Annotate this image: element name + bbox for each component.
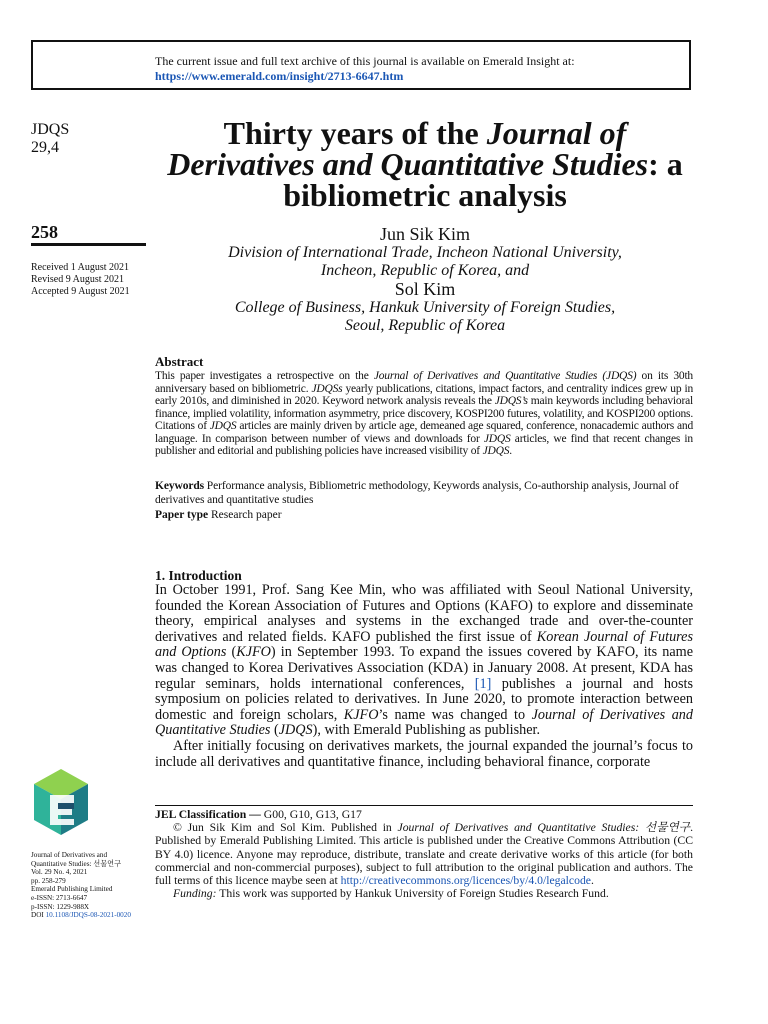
paper-type-value: Research paper — [208, 509, 282, 521]
article-title: Thirty years of the Journal of Derivatives and Quantitative Studies: a bibliometric analysis — [167, 115, 683, 213]
footnote-rule — [155, 805, 693, 806]
page-number-rule — [31, 243, 146, 246]
keywords-label: Keywords — [155, 480, 205, 492]
author-name: Jun Sik Kim — [379, 224, 471, 244]
doi-link[interactable]: 10.1108/JDQS-08-2021-0020 — [45, 911, 131, 920]
logo-e-shade — [58, 803, 74, 809]
revised-date: Revised 9 August 2021 — [31, 274, 125, 285]
license-link[interactable]: http://creativecommons.org/licences/by/4.0/legalcode — [340, 874, 591, 888]
emerald-logo-icon — [30, 767, 92, 837]
abstract-heading: Abstract — [155, 354, 204, 369]
publication-metadata: Journal of Derivatives and Quantitative Studies: 선물연구 Vol. 29 No. 4, 2021 pp. 258-279 Emerald Publishing Limited e-ISSN: 2713-6647 p-ISSN: 1229-988X DOI 10.1108/JDQS-08-2021-0020 — [31, 851, 131, 920]
journal-url-link[interactable]: https://www.emerald.com/insight/2713-6647.htm — [155, 69, 404, 83]
footnote-ref-link[interactable]: [1] — [474, 675, 492, 692]
copyright-notice: © Jun Sik Kim and Sol Kim. Published in Journal of Derivatives and Quantitative Studies: 선물연구. Published by Emerald Publishing Limited. This article is published under the Creative Commons Attribution (CC BY 4.0) licence. Anyone may reproduce, distribute, translate and create derivative works of this article (for both commercial and non-commercial purposes), subject to full attribution to the original publication and authors. The full terms of this licence maybe seen at http://creativecommons.org/licences/by/4.0/legalcode. — [155, 821, 693, 888]
author-affiliation: Division of International Trade, Incheon National University, — [228, 244, 622, 261]
keywords — [155, 479, 693, 507]
accepted-date: Accepted 9 August 2021 — [31, 286, 130, 297]
funding-note: Funding: This work was supported by Hankuk University of Foreign Studies Research Fund. — [173, 887, 609, 901]
author-affiliation: Incheon, Republic of Korea, and — [320, 261, 530, 279]
author-block — [160, 224, 690, 334]
journal-abbreviation: JDQS — [31, 121, 70, 138]
author-name: Sol Kim — [394, 279, 456, 299]
paragraph: After initially focusing on derivatives markets, the journal expanded the journal’s focus to include all derivatives and quantitative finance, including behavioral finance, corporate — [155, 737, 693, 770]
jel-classification: JEL Classification — G00, G10, G13, G17 — [155, 808, 362, 821]
logo-e-mark — [50, 795, 74, 825]
paragraph: In October 1991, Prof. Sang Kee Min, who was affiliated with Seoul National University, founded the Korean Association of Futures and Options (KAFO) to explore and disseminate theory, empirical analyses and systems in the exchanged trade and over-the-counter derivatives and related fields. KAFO published the first issue of Korean Journal of Futures and Options (KJFO) in September 1993. To expand the issues covered by KAFO, its name was changed to Korea Derivatives Association (KDA) in January 2008. At present, KDA has regular seminars, holds international conferences, [1] publishes a journal and hosts symposium on policies related to derivatives. In June 2020, to promote interaction between domestic and foreign scholars, KJFO’s name was changed to Journal of Derivatives and Quantitative Studies (JDQS), with Emerald Publishing as publisher. — [155, 582, 694, 739]
doi: DOI 10.1108/JDQS-08-2021-0020 — [31, 911, 131, 920]
abstract-text: This paper investigates a retrospective on the Journal of Derivatives and Quantitative Studies (JDQS) on its 30th anniversary based on bibliometric. JDQSs yearly publications, citations, impact factors, and centrality indices grew up in early 2010s, and diminished in 2020. Keyword network analysis reveals the JDQS’s main keywords including behavioral finance, implied volatility, information asymmetry, price discovery, KOSPI200 futures, volatility, and KOSPI200 options. Citations of JDQS articles are mainly driven by article age, demeaned age squared, conference, nonacademic authors and language. In comparison between number of views and downloads for JDQS articles, we find that recent changes in publisher and editorial and publishing policies have increased visibility of JDQS. — [155, 370, 693, 457]
volume-issue: 29,4 — [31, 139, 59, 156]
banner-text: The current issue and full text archive of this journal is available on Emerald Insight at: — [155, 54, 575, 68]
footnote-block — [155, 808, 693, 900]
page-number: 258 — [31, 222, 58, 242]
author-affiliation: College of Business, Hankuk University of Foreign Studies, — [234, 299, 616, 316]
access-banner — [31, 40, 691, 90]
article-dates — [31, 262, 130, 298]
introduction-body — [155, 583, 693, 770]
section-heading: 1. Introduction — [155, 568, 242, 583]
paper-type-label: Paper type — [155, 509, 209, 521]
paper-type — [155, 509, 282, 521]
received-date: Received 1 August 2021 — [31, 262, 130, 273]
keywords-text: Performance analysis, Bibliometric methodology, Keywords analysis, Co-authorship analysis, Journal of derivatives and quantitative studies — [155, 480, 679, 506]
author-affiliation: Seoul, Republic of Korea — [344, 316, 506, 334]
